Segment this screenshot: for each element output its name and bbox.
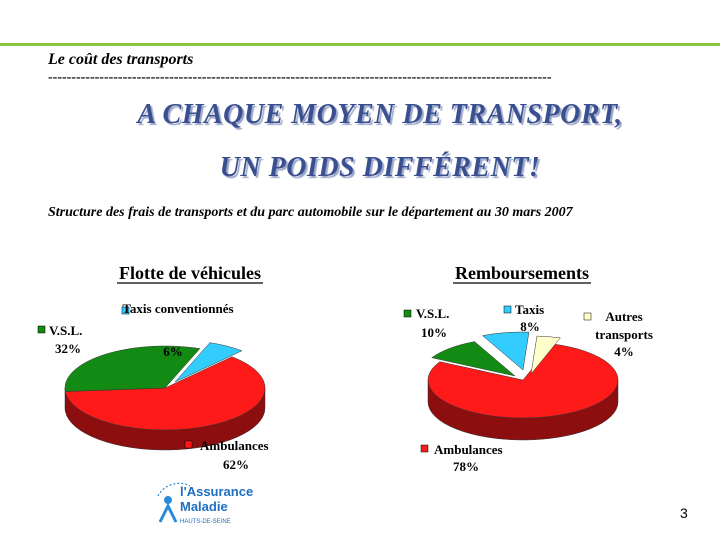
chart-fleet [38, 263, 269, 472]
assurance-maladie-logo [150, 478, 270, 538]
legend-swatch [421, 445, 428, 452]
slice-label: Ambulances [434, 442, 503, 457]
chart-title: Flotte de véhicules [119, 263, 261, 283]
chart-description: Structure des frais de transports et du parc automobile sur le département au 30 mars 2007 [48, 205, 573, 220]
slice-label: V.S.L. [416, 306, 450, 321]
legend-swatch [404, 310, 411, 317]
slice-label: Ambulances [200, 438, 269, 453]
legend-swatch [38, 326, 45, 333]
chart-title: Remboursements [455, 263, 589, 283]
accent-line [0, 43, 720, 46]
legend-swatch [584, 313, 591, 320]
slice-label-line: transports [595, 327, 653, 342]
logo-graphic [150, 478, 270, 533]
slice-value: 62% [223, 457, 249, 472]
legend-swatch [504, 306, 511, 313]
chart-reimbursements [404, 263, 653, 474]
dashed-separator: ------------------------------------------------------------------------------------------------------------ [48, 71, 552, 85]
slice-label-line: Autres [605, 309, 643, 324]
slide-subject: Le coût des transports [48, 51, 194, 68]
slice-label: V.S.L. [49, 323, 83, 338]
headline-line-2: UN POIDS DIFFÉRENT! [219, 152, 541, 183]
logo-text-2: Maladie [180, 499, 228, 514]
logo-text-1: l'Assurance [180, 484, 254, 499]
pie-slices [428, 332, 618, 440]
logo-text-3: HAUTS-DE-SEINE [180, 519, 231, 525]
slice-value: 8% [520, 319, 540, 334]
slice-value: 32% [55, 341, 81, 356]
slice-label [122, 301, 233, 316]
slice-value: 78% [453, 459, 479, 474]
slice-value: 4% [614, 344, 634, 359]
slice-label-text: Taxis conventionnés [122, 301, 234, 316]
logo-figure-body [160, 506, 176, 522]
headline-line-1: A CHAQUE MOYEN DE TRANSPORT, [137, 99, 623, 130]
page-number: 3 [680, 505, 688, 521]
pie-charts [0, 255, 720, 480]
slice-label [595, 309, 653, 342]
slice-value: 10% [421, 325, 447, 340]
legend-swatch [185, 441, 192, 448]
slice-value: 6% [163, 344, 183, 359]
slice-label: Taxis [515, 302, 545, 317]
